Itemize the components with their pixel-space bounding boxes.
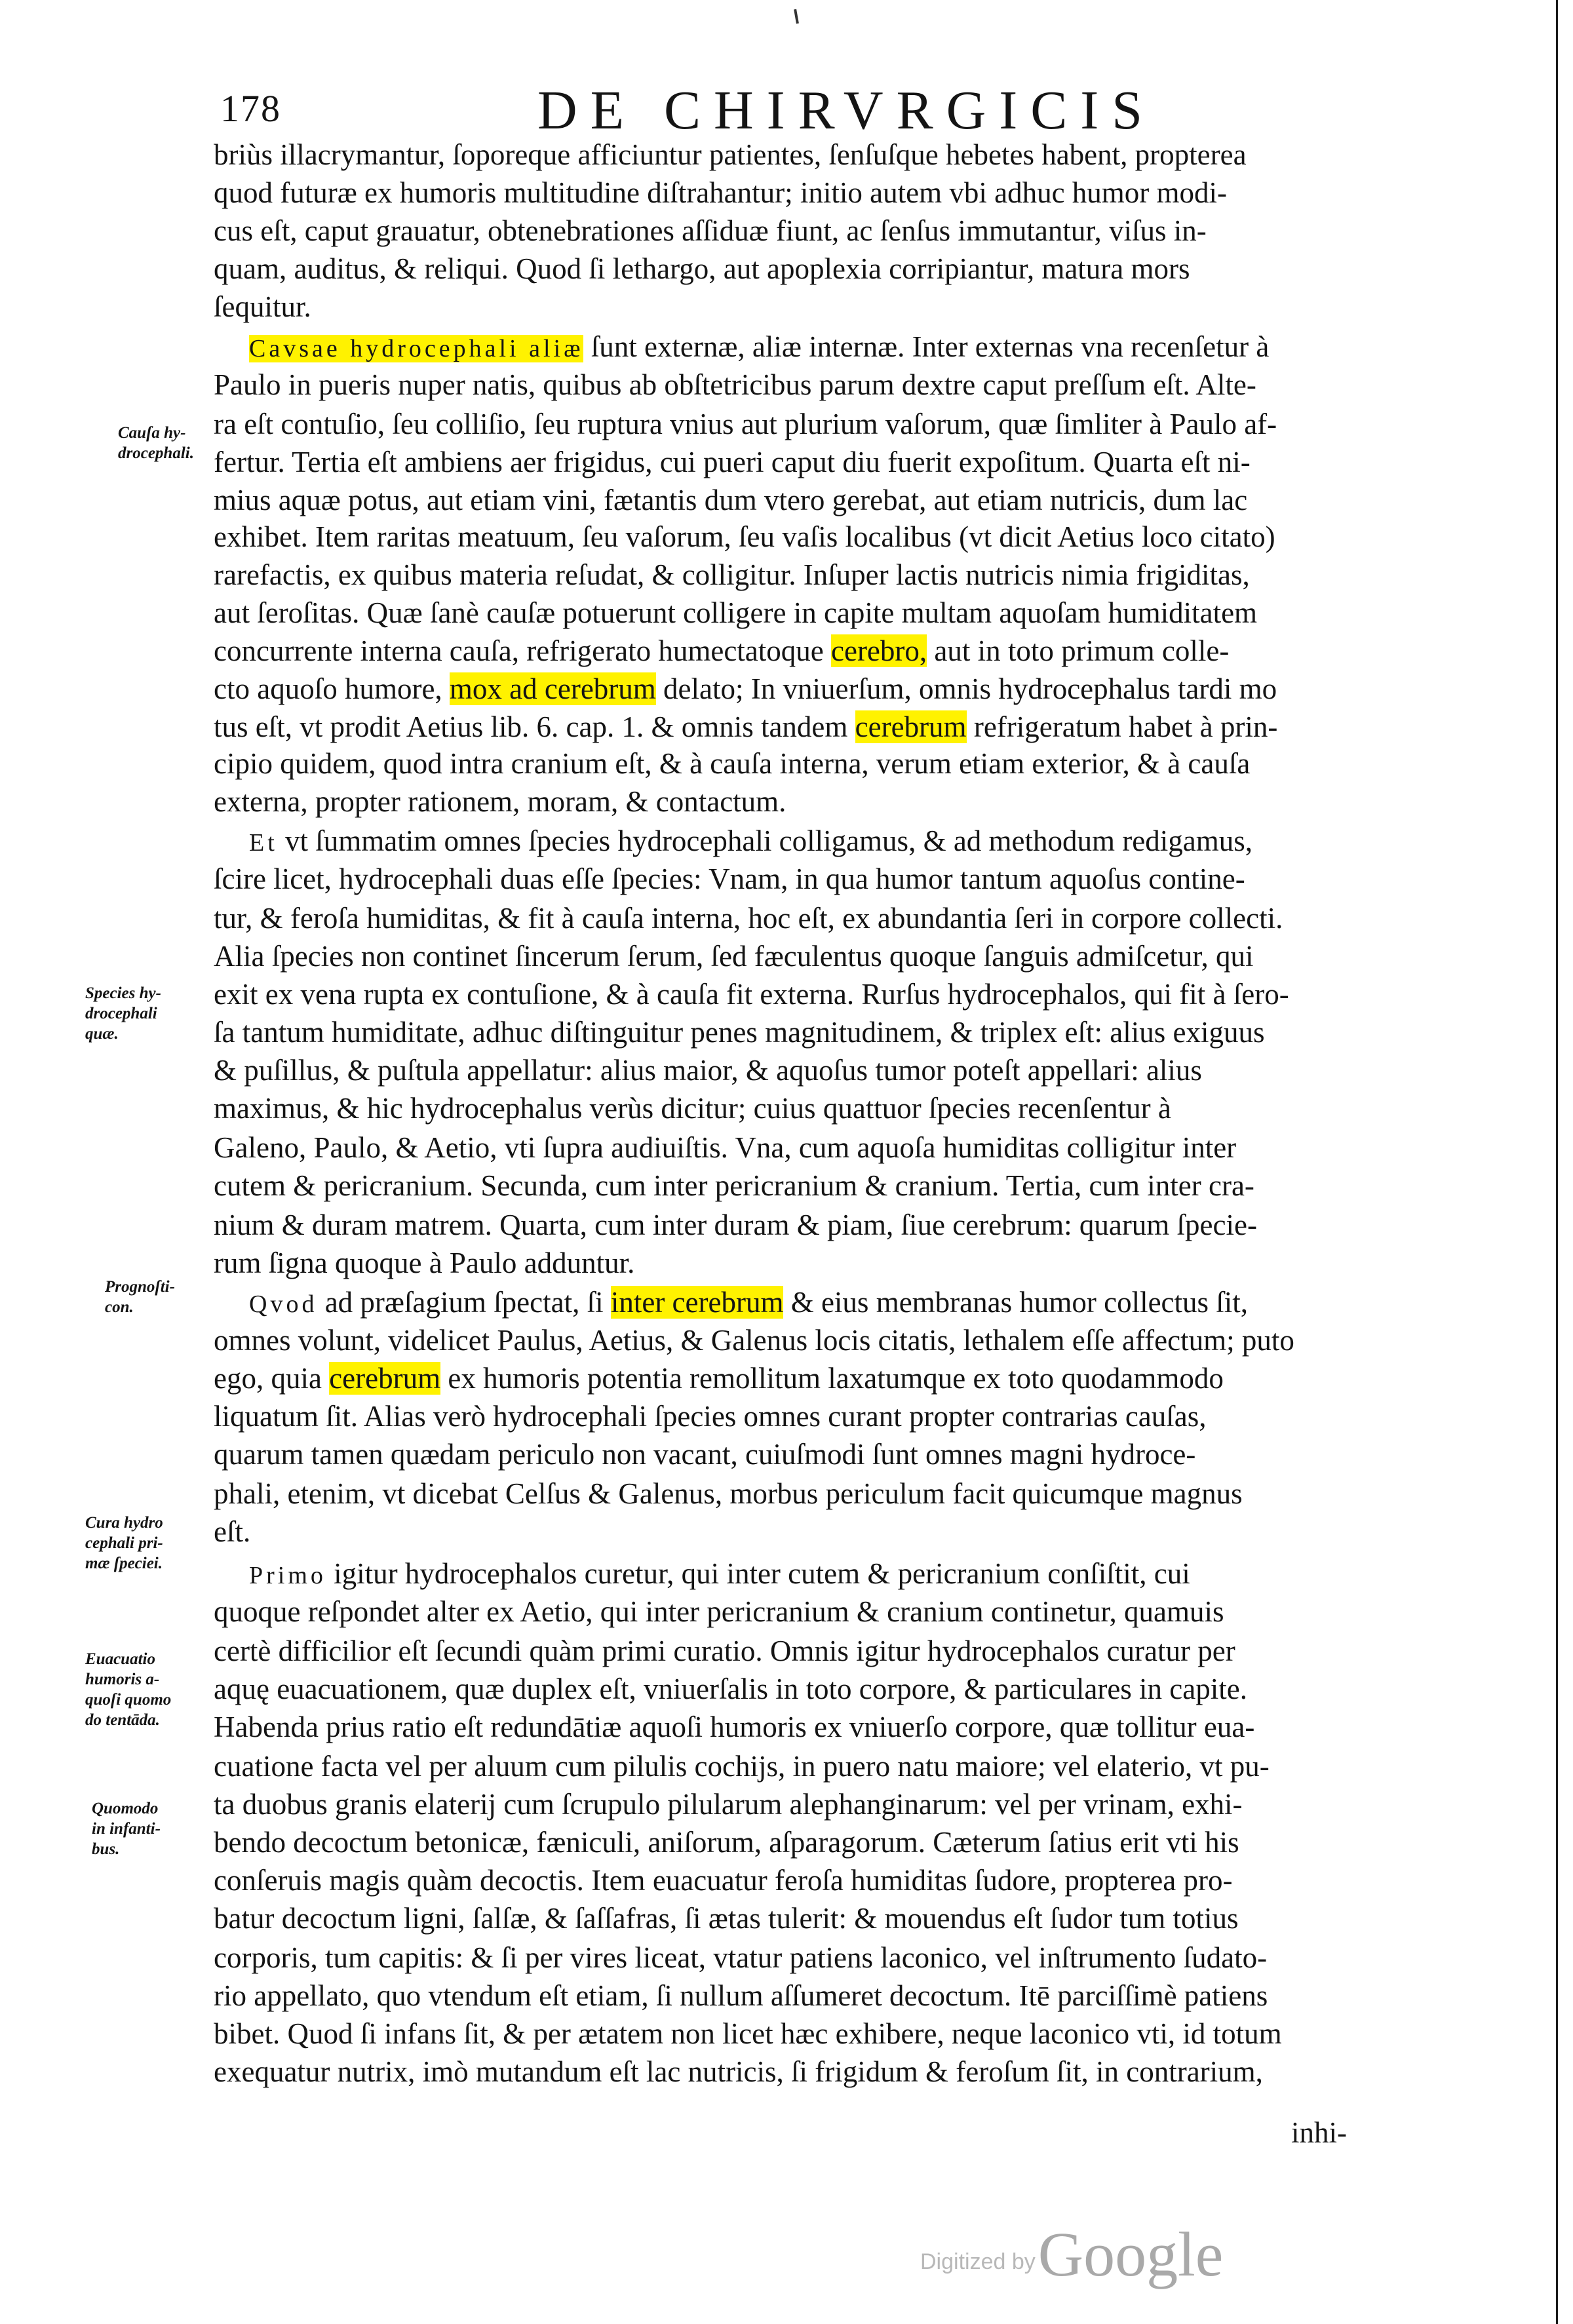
- text-line: [249, 822, 1253, 860]
- text-line: [214, 518, 1275, 556]
- text-line: [214, 1244, 634, 1282]
- text-line: [249, 1555, 1190, 1593]
- line-text: tus eſt, vt prodit Aetius lib. 6. cap. 1. & omnis tandem: [214, 710, 855, 743]
- text-line: [214, 443, 1251, 481]
- small-caps-initial: Primo: [249, 1562, 326, 1589]
- text-line: [214, 1359, 1224, 1397]
- text-line: [214, 174, 1227, 212]
- margin-note: [85, 983, 161, 1044]
- line-text: rio appellato, quo vtendum eſt etiam, ſi nullum aſſumeret decoctum. Itē parciſſimè patiens: [214, 1979, 1268, 2012]
- margin-note-line: Quomodo: [92, 1800, 159, 1817]
- line-text: certè difficilior eſt ſecundi quàm primi curatio. Omnis igitur hydrocephalos curatur per: [214, 1635, 1235, 1667]
- text-line: [214, 1899, 1239, 1937]
- line-text: ad præſagium ſpectat, ſi: [317, 1286, 611, 1319]
- margin-note-line: Euacuatio: [85, 1650, 155, 1668]
- text-line: [214, 1670, 1247, 1708]
- text-line: [214, 1747, 1270, 1785]
- text-line: [214, 1939, 1267, 1977]
- text-line: [214, 1013, 1264, 1051]
- text-line: [214, 594, 1257, 632]
- line-text: quoque reſpondet alter ex Aetio, qui inter pericranium & cranium continetur, quamuis: [214, 1595, 1224, 1628]
- line-text: & eius membranas humor collectus ſit,: [783, 1286, 1249, 1319]
- line-text: exequatur nutrix, imò mutandum eſt lac nutricis, ſi frigidum & feroſum ſit, in contrarium,: [214, 2055, 1263, 2088]
- line-text: nium & duram matrem. Quarta, cum inter duram & piam, ſiue cerebrum: quarum ſpecie-: [214, 1209, 1257, 1241]
- text-line: [214, 1475, 1243, 1513]
- text-line: [214, 1823, 1239, 1861]
- text-line: [249, 1283, 1248, 1321]
- text-line: [214, 366, 1256, 404]
- line-text: maximus, & hic hydrocephalus verùs dicitur; cuius quattuor ſpecies recenſentur à: [214, 1092, 1171, 1125]
- text-line: [214, 1051, 1202, 1089]
- line-text: cuatione facta vel per aluum cum pilulis cochijs, in puero natu maiore; vel elaterio, vt pu-: [214, 1750, 1270, 1783]
- text-line: [214, 212, 1207, 250]
- line-text: aut in toto primum colle-: [927, 634, 1230, 667]
- line-text: ra eſt contuſio, ſeu colliſio, ſeu ruptura vnius aut plurium vaſorum, quæ ſimliter à Paulo af-: [214, 408, 1277, 440]
- text-line: [214, 1513, 250, 1551]
- line-text: quod futuræ ex humoris multitudine diſtrahantur; initio autem vbi adhuc humor modi-: [214, 176, 1228, 209]
- line-text: igitur hydrocephalos curetur, qui inter cutem & pericranium conſiſtit, cui: [326, 1557, 1190, 1590]
- text-line: [214, 2015, 1282, 2053]
- line-text: delato; In vniuerſum, omnis hydrocephalus tardi mo: [655, 672, 1277, 705]
- text-line: [214, 250, 1190, 288]
- margin-note: [92, 1798, 161, 1859]
- line-text: cus eſt, caput grauatur, obtenebrationes aſſiduæ fiunt, ac ſenſus immutantur, viſus in-: [214, 214, 1207, 247]
- margin-note: [105, 1277, 175, 1317]
- line-text: fertur. Tertia eſt ambiens aer frigidus, cui pueri caput diu fuerit expoſitum. Quarta eſt ni-: [214, 446, 1251, 478]
- highlighted-term: cerebrum: [329, 1362, 441, 1395]
- text-line: [214, 405, 1277, 443]
- text-line: [249, 328, 1269, 366]
- line-text: phali, etenim, vt dicebat Celſus & Galenus, morbus periculum facit quicumque magnus: [214, 1477, 1243, 1510]
- margin-note-line: do tentāda.: [85, 1711, 160, 1729]
- line-text: liquatum ſit. Alias verò hydrocephali ſpecies omnes curant propter contrarias cauſas,: [214, 1400, 1207, 1433]
- margin-note: [85, 1513, 163, 1574]
- line-text: tur, & feroſa humiditas, & fit à cauſa interna, hoc eſt, ex abundantia ſeri in corpore collecti.: [214, 902, 1283, 935]
- margin-note-line: Cauſa hy-: [118, 424, 186, 442]
- line-text: refrigeratum habet à prin-: [966, 710, 1278, 743]
- line-text: bibet. Quod ſi infans ſit, & per ætatem non licet hæc exhibere, neque laconico vti, id totum: [214, 2017, 1282, 2050]
- text-line: [214, 1708, 1254, 1746]
- margin-note: [118, 423, 194, 463]
- text-line: [214, 1129, 1236, 1167]
- line-text: exit ex vena rupta ex contuſione, & à cauſa fit externa. Rurſus hydrocephalos, qui fit à ſero-: [214, 978, 1289, 1011]
- text-line: [214, 1977, 1268, 2015]
- line-text: ta duobus granis elaterij cum ſcrupulo pilularum alephanginarum: vel per vrinam, exhi-: [214, 1788, 1243, 1821]
- running-head: DE CHIRVRGICIS: [537, 80, 1155, 141]
- small-caps-initial: Qvod: [249, 1290, 318, 1318]
- text-line: [214, 556, 1250, 594]
- text-line: [214, 481, 1247, 519]
- text-line: [214, 1861, 1232, 1899]
- margin-note-line: Prognoſti-: [105, 1278, 175, 1296]
- line-text: Paulo in pueris nuper natis, quibus ab obſtetricibus parum dextre caput preſſum eſt. Alte-: [214, 368, 1256, 401]
- text-line: [214, 1089, 1171, 1127]
- text-line: [214, 708, 1277, 746]
- page-number: 178: [220, 87, 281, 130]
- text-line: [214, 1593, 1224, 1631]
- margin-note-line: humoris a-: [85, 1671, 160, 1688]
- watermark-prefix: Digitized by: [920, 2249, 1036, 2274]
- highlighted-term: cerebrum: [855, 710, 967, 743]
- page-edge: [1556, 0, 1558, 2324]
- text-line: [214, 1632, 1235, 1670]
- margin-note-line: Cura hydro: [85, 1514, 163, 1532]
- text-line: [214, 899, 1283, 937]
- line-text: rarefactis, ex quibus materia reſudat, & colligitur. Inſuper lactis nutricis nimia frigiditas,: [214, 558, 1250, 591]
- text-line: [214, 1167, 1254, 1205]
- line-text: externa, propter rationem, moram, & contactum.: [214, 785, 786, 818]
- text-line: [214, 1206, 1257, 1244]
- highlighted-term: cerebro,: [831, 634, 927, 667]
- line-text: vt ſummatim omnes ſpecies hydrocephali colligamus, & ad methodum redigamus,: [277, 824, 1253, 857]
- text-line: [214, 1435, 1195, 1473]
- margin-note-line: drocephali.: [118, 444, 194, 462]
- margin-note-line: con.: [105, 1298, 134, 1316]
- small-caps-initial: Et: [249, 829, 278, 857]
- text-line: [214, 937, 1254, 975]
- margin-note: [85, 1649, 171, 1730]
- line-text: ſcire licet, hydrocephali duas eſſe ſpecies: Vnam, in qua humor tantum aquoſus contine-: [214, 862, 1245, 895]
- catchword: inhi-: [1291, 2116, 1347, 2149]
- line-text: rum ſigna quoque à Paulo adduntur.: [214, 1247, 635, 1279]
- line-text: & puſillus, & puſtula appellatur: alius maior, & aquoſus tumor poteſt appellari: alius: [214, 1054, 1202, 1087]
- line-text: cutem & pericranium. Secunda, cum inter pericranium & cranium. Tertia, cum inter cra-: [214, 1169, 1254, 1202]
- line-text: ſequitur.: [214, 290, 311, 323]
- line-text: quarum tamen quædam periculo non vacant, cuiuſmodi ſunt omnes magni hydroce-: [214, 1438, 1196, 1471]
- margin-note-line: mæ ſpeciei.: [85, 1555, 163, 1572]
- line-text: Galeno, Paulo, & Aetio, vti ſupra audiuiſtis. Vna, cum aquoſa humiditas colligitur inter: [214, 1131, 1237, 1164]
- line-text: cto aquoſo humore,: [214, 672, 450, 705]
- line-text: bendo decoctum betonicæ, fæniculi, aniſorum, aſparagorum. Cæterum ſatius erit vti his: [214, 1826, 1239, 1859]
- line-text: ex humoris potentia remollitum laxatumque ex toto quodammodo: [440, 1362, 1224, 1395]
- text-line: [214, 975, 1289, 1013]
- margin-note-line: cephali pri-: [85, 1534, 163, 1552]
- line-text: concurrente interna cauſa, refrigerato humectatoque: [214, 634, 831, 667]
- text-line: [214, 1397, 1207, 1435]
- line-text: ego, quia: [214, 1362, 330, 1395]
- line-text: quam, auditus, & reliqui. Quod ſi lethargo, aut apoplexia corripiantur, matura mors: [214, 252, 1190, 285]
- line-text: cipio quidem, quod intra cranium eſt, & à cauſa interna, verum etiam exterior, & à cauſa: [214, 747, 1251, 780]
- text-line: [214, 1785, 1243, 1823]
- highlighted-initial: Cavsae hydrocephali aliæ: [249, 335, 584, 362]
- text-line: [214, 745, 1250, 783]
- line-text: aut ſeroſitas. Quæ ſanè cauſæ potuerunt colligere in capite multam aquoſam humiditatem: [214, 596, 1258, 629]
- margin-note-line: bus.: [92, 1840, 120, 1858]
- text-line: [214, 136, 1247, 174]
- line-text: exhibet. Item raritas meatuum, ſeu vaſorum, ſeu vaſis localibus (vt dicit Aetius loco citato): [214, 520, 1275, 553]
- margin-note-line: Species hy-: [85, 984, 161, 1002]
- line-text: ſa tantum humiditate, adhuc diſtinguitur penes magnitudinem, & triplex eſt: alius exiguus: [214, 1016, 1265, 1049]
- highlighted-term: mox ad cerebrum: [449, 672, 656, 705]
- text-line: [214, 2053, 1263, 2091]
- text-line: [214, 1321, 1294, 1359]
- digitized-watermark: [920, 2218, 1223, 2291]
- text-line: [214, 288, 311, 326]
- line-text: omnes volunt, videlicet Paulus, Aetius, & Galenus locis citatis, lethalem eſſe affectum; puto: [214, 1324, 1294, 1357]
- line-text: briùs illacrymantur, ſoporeque afficiuntur patientes, ſenſuſque hebetes habent, propterea: [214, 138, 1247, 171]
- line-text: eſt.: [214, 1515, 251, 1548]
- line-text: Habenda prius ratio eſt redundātiæ aquoſi humoris ex vniuerſo corpore, quæ tollitur eua-: [214, 1711, 1255, 1743]
- margin-note-line: quæ.: [85, 1025, 119, 1043]
- line-text: batur decoctum ligni, ſalſæ, & ſaſſafras, ſi ætas tulerit: & mouendus eſt ſudor tum totius: [214, 1902, 1239, 1935]
- line-text: aquę euacuationem, quæ duplex eſt, vniuerſalis in toto corpore, & particulares in capite.: [214, 1673, 1247, 1705]
- margin-note-line: in infanti-: [92, 1820, 161, 1838]
- text-line: [214, 670, 1277, 708]
- text-line: [214, 632, 1229, 670]
- margin-note-line: drocephali: [85, 1005, 157, 1022]
- text-line: [214, 860, 1245, 898]
- scan-mark: [794, 9, 799, 24]
- line-text: mius aquæ potus, aut etiam vini, fætantis dum vtero gerebat, aut etiam nutricis, dum lac: [214, 484, 1248, 516]
- line-text: ſunt externæ, aliæ internæ. Inter externas vna recenſetur à: [583, 330, 1270, 363]
- line-text: conſeruis magis quàm decoctis. Item euacuatur feroſa humiditas ſudore, propterea pro-: [214, 1864, 1233, 1897]
- line-text: Alia ſpecies non continet ſincerum ſerum, ſed fæculentus quoque ſanguis admiſcetur, qui: [214, 940, 1254, 973]
- margin-note-line: quoſi quomo: [85, 1691, 172, 1709]
- text-line: [214, 783, 786, 821]
- highlighted-term: inter cerebrum: [610, 1286, 784, 1319]
- line-text: corporis, tum capitis: & ſi per vires liceat, vtatur patiens laconico, vel inſtrumento ſudato-: [214, 1941, 1268, 1974]
- google-logo: Google: [1038, 2219, 1224, 2289]
